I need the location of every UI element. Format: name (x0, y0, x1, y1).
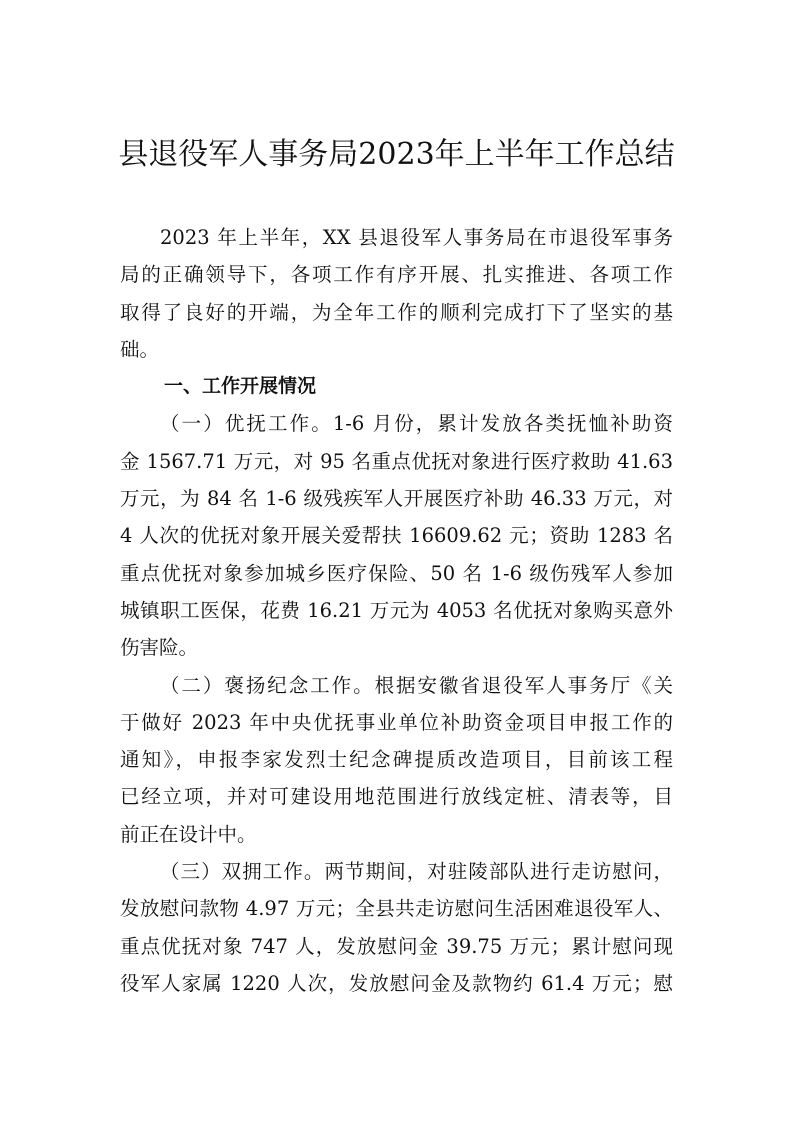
document-title: 县退役军人事务局2023年上半年工作总结 (118, 137, 675, 172)
paragraph-shuangyong (120, 853, 673, 1002)
text-line: 前正在设计中。 (120, 822, 257, 846)
paragraph-lead: （一）优抚工作。 (160, 412, 333, 436)
text-line: 础。 (120, 337, 160, 361)
text-line: 2023 年上半年，XX 县退役军人事务局在市退役军事务 (160, 226, 673, 249)
text-line: 4 人次的优抚对象开展关爱帮扶 16609.62 元；资助 1283 名 (120, 524, 673, 548)
text-line: 重点优抚对象参加城乡医疗保险、50 名 1-6 级伤残军人参加 (120, 561, 673, 585)
intro-paragraph (120, 219, 673, 368)
line-text: 根据安徽省退役军人事务厅《关 (374, 673, 673, 697)
paragraph-baoyang (120, 667, 673, 853)
text-line: 金 1567.71 万元，对 95 名重点优抚对象进行医疗救助 41.63 (120, 449, 673, 473)
text-line: 伤害险。 (120, 636, 199, 660)
text-line: 已经立项，并对可建设用地范围进行放线定桩、清表等，目 (120, 785, 673, 809)
paragraph-youfu (120, 405, 673, 666)
line-text: 两节期间，对驻陵部队进行走访慰问， (324, 860, 673, 884)
text-line (120, 405, 673, 442)
text-line: 通知》，申报李家发烈士纪念碑提质改造项目，目前该工程 (120, 748, 673, 772)
text-line: 万元，为 84 名 1-6 级残疾军人开展医疗补助 46.33 万元，对 (120, 487, 673, 511)
text-line: 于做好 2023 年中央优抚事业单位补助资金项目申报工作的 (120, 710, 673, 734)
paragraph-lead: （三）双拥工作。 (160, 860, 325, 884)
text-line: 役军人家属 1220 人次，发放慰问金及款物约 61.4 万元；慰 (120, 971, 673, 995)
text-line (120, 853, 673, 890)
text-line: 城镇职工医保，花费 16.21 万元为 4053 名优抚对象购买意外 (120, 598, 673, 622)
text-line (120, 667, 673, 704)
paragraph-lead: （二）褒扬纪念工作。 (160, 673, 375, 697)
text-line: 重点优抚对象 747 人，发放慰问金 39.75 万元；累计慰问现 (120, 934, 673, 958)
text-line: 局的正确领导下，各项工作有序开展、扎实推进、各项工作 (120, 263, 673, 287)
text-line: 发放慰问款物 4.97 万元；全县共走访慰问生活困难退役军人、 (120, 897, 673, 921)
section-heading: 一、工作开展情况 (164, 375, 317, 398)
line-text: 1-6 月份，累计发放各类抚恤补助资 (332, 412, 673, 436)
document-body (120, 219, 673, 1002)
text-line: 取得了良好的开端，为全年工作的顺利完成打下了坚实的基 (120, 300, 673, 324)
